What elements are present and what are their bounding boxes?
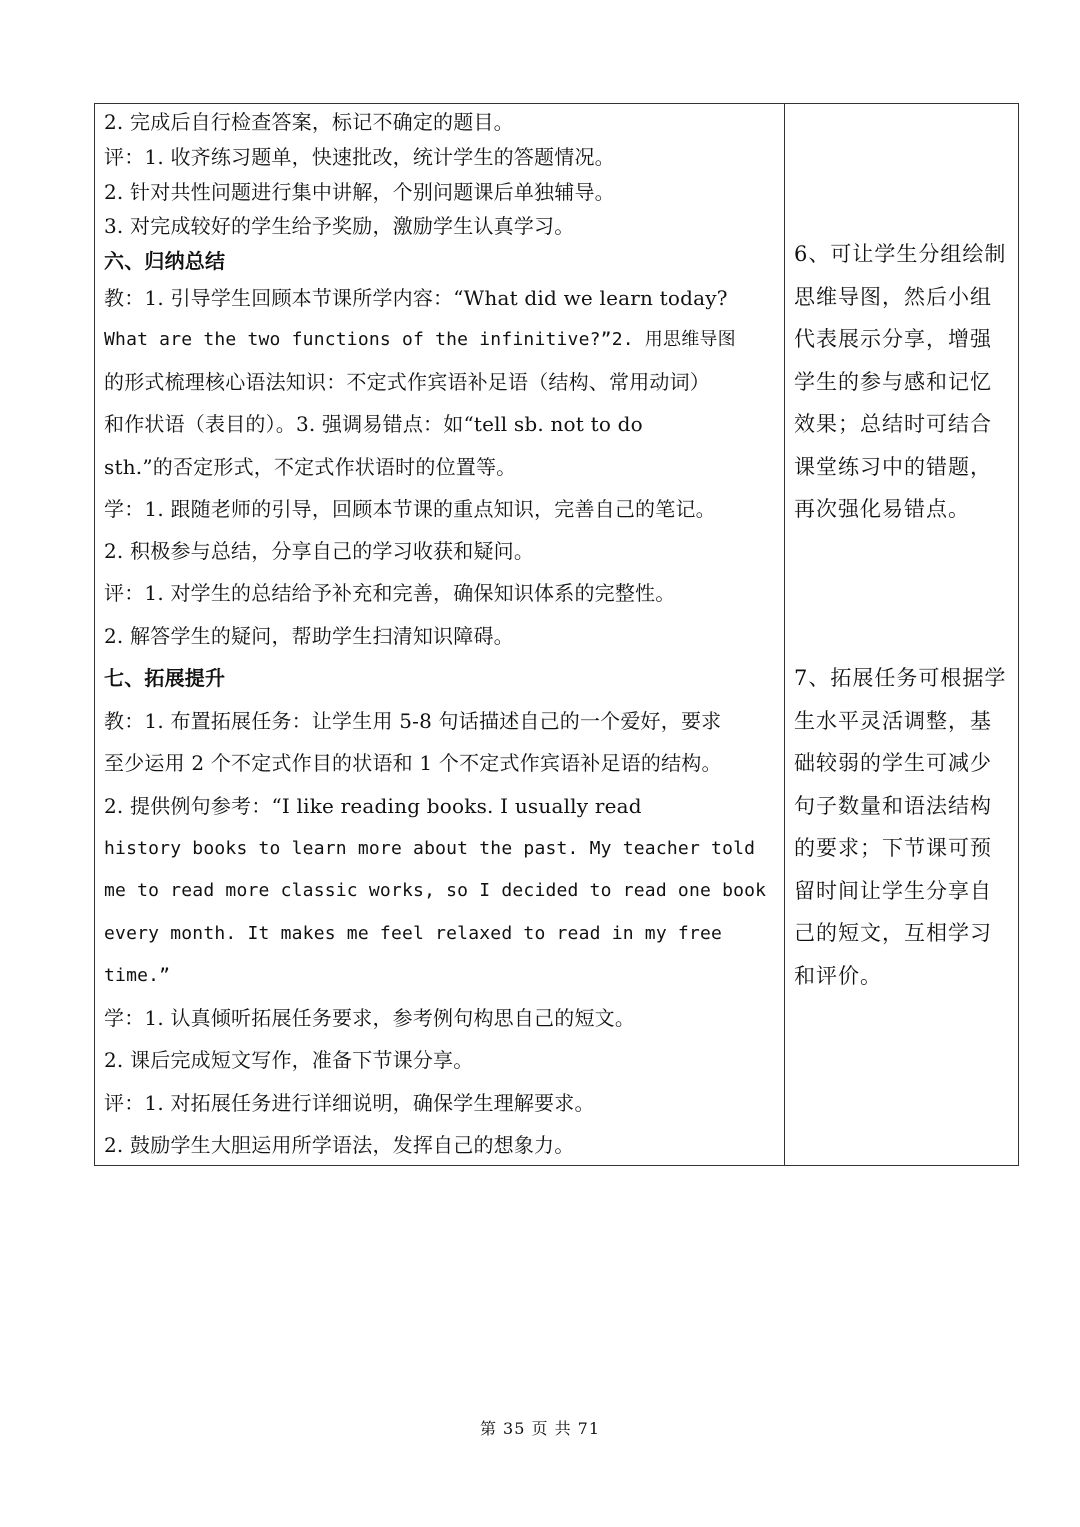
note7-line-7: 己的短文，互相学习 — [794, 921, 992, 945]
note6-line-7: 再次强化易错点。 — [794, 497, 970, 521]
left-line-1: 2. 完成后自行检查答案，标记不确定的题目。 — [104, 110, 514, 134]
note7-line-6: 留时间让学生分享自 — [794, 879, 992, 903]
note7-line-4: 句子数量和语法结构 — [794, 794, 992, 818]
left-line-21: every month. It makes me feel relaxed to read in my free — [104, 923, 723, 944]
note7-line-5: 的要求；下节课可预 — [794, 836, 992, 860]
note6-line-1: 6、可让学生分组绘制 — [794, 242, 1007, 266]
column-divider — [784, 104, 785, 1165]
left-line-10: sth.”的否定形式，不定式作状语时的位置等。 — [104, 455, 517, 479]
section-heading-extension: 七、拓展提升 — [104, 666, 226, 690]
note6-line-5: 效果；总结时可结合 — [794, 412, 992, 436]
left-line-23: 学：1. 认真倾听拓展任务要求，参考例句构思自己的短文。 — [104, 1006, 636, 1030]
note7-line-8: 和评价。 — [794, 964, 882, 988]
left-line-18: 2. 提供例句参考：“I like reading books. I usually read — [104, 794, 642, 818]
left-line-24: 2. 课后完成短文写作，准备下节课分享。 — [104, 1048, 474, 1072]
note6-line-4: 学生的参与感和记忆 — [794, 370, 992, 394]
left-line-25: 评：1. 对拓展任务进行详细说明，确保学生理解要求。 — [104, 1091, 595, 1115]
left-line-20: me to read more classic works, so I decided to read one book — [104, 880, 767, 901]
left-line-22: time.” — [104, 965, 171, 986]
left-line-2: 评：1. 收齐练习题单，快速批改，统计学生的答题情况。 — [104, 145, 615, 169]
left-line-7: What are the two functions of the infinitive?”2. 用思维导图 — [104, 329, 736, 350]
left-line-17: 至少运用 2 个不定式作目的状语和 1 个不定式作宾语补足语的结构。 — [104, 751, 722, 775]
left-line-8: 的形式梳理核心语法知识：不定式作宾语补足语（结构、常用动词） — [104, 370, 710, 394]
section-heading-summary: 六、归纳总结 — [104, 249, 226, 273]
left-line-6: 教：1. 引导学生回顾本节课所学内容：“What did we learn today? — [104, 286, 728, 310]
left-line-19: history books to learn more about the past. My teacher told — [104, 838, 756, 859]
left-line-13: 评：1. 对学生的总结给予补充和完善，确保知识体系的完整性。 — [104, 581, 676, 605]
note7-line-2: 生水平灵活调整，基 — [794, 709, 992, 733]
left-line-11: 学：1. 跟随老师的引导，回顾本节课的重点知识，完善自己的笔记。 — [104, 497, 716, 521]
page-number: 第 35 页 共 71 — [479, 1419, 601, 1438]
note6-line-3: 代表展示分享，增强 — [794, 327, 992, 351]
note7-line-1: 7、拓展任务可根据学 — [794, 666, 1007, 690]
note6-line-6: 课堂练习中的错题， — [794, 455, 992, 479]
left-line-16: 教：1. 布置拓展任务：让学生用 5-8 句话描述自己的一个爱好，要求 — [104, 709, 722, 733]
left-line-9: 和作状语（表目的）。3. 强调易错点：如“tell sb. not to do — [104, 412, 643, 436]
left-line-12: 2. 积极参与总结，分享自己的学习收获和疑问。 — [104, 539, 535, 563]
note7-line-3: 础较弱的学生可减少 — [794, 751, 992, 775]
left-line-3: 2. 针对共性问题进行集中讲解，个别问题课后单独辅导。 — [104, 180, 615, 204]
left-line-4: 3. 对完成较好的学生给予奖励，激励学生认真学习。 — [104, 214, 575, 238]
left-line-26: 2. 鼓励学生大胆运用所学语法，发挥自己的想象力。 — [104, 1133, 575, 1157]
note6-line-2: 思维导图，然后小组 — [794, 285, 992, 309]
left-line-14: 2. 解答学生的疑问，帮助学生扫清知识障碍。 — [104, 624, 514, 648]
